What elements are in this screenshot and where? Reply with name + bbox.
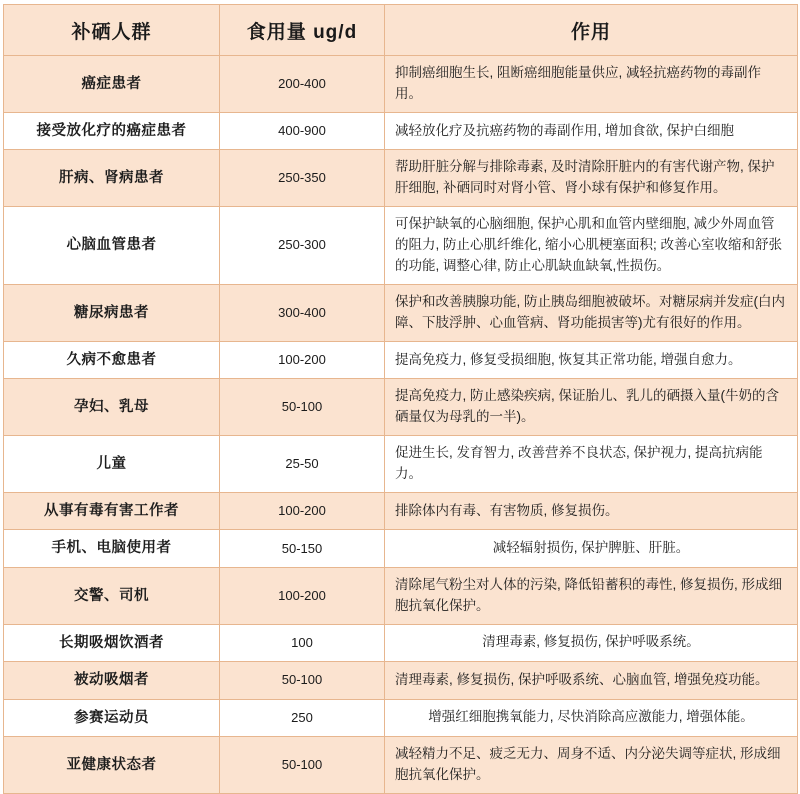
cell-group: 心脑血管患者: [4, 207, 220, 285]
cell-group: 从事有毒有害工作者: [4, 492, 220, 529]
table-row: [4, 379, 798, 436]
cell-dose: 100-200: [220, 567, 385, 624]
cell-dose: 100-200: [220, 492, 385, 529]
table-row: [4, 699, 798, 736]
cell-dose: 25-50: [220, 436, 385, 493]
cell-dose: 50-100: [220, 379, 385, 436]
cell-group: 孕妇、乳母: [4, 379, 220, 436]
cell-group: 肝病、肾病患者: [4, 150, 220, 207]
cell-effect: 抑制癌细胞生长, 阻断癌细胞能量供应, 减轻抗癌药物的毒副作用。: [385, 56, 798, 113]
cell-effect: 减轻精力不足、疲乏无力、周身不适、内分泌失调等症状, 形成细胞抗氧化保护。: [385, 737, 798, 794]
cell-dose: 100: [220, 624, 385, 661]
cell-effect: 帮助肝脏分解与排除毒素, 及时清除肝脏内的有害代谢产物, 保护肝细胞, 补硒同时对肾小管、肾小球有保护和修复作用。: [385, 150, 798, 207]
table-header-row: [4, 5, 798, 56]
table-head: [4, 5, 798, 56]
table-row: [4, 341, 798, 378]
table-row: [4, 624, 798, 661]
cell-group: 接受放化疗的癌症患者: [4, 112, 220, 149]
selenium-intake-table: [3, 4, 798, 794]
column-header-effect: 作用: [385, 5, 798, 56]
table-row: [4, 530, 798, 567]
cell-effect: 可保护缺氧的心脑细胞, 保护心肌和血管内壁细胞, 减少外周血管的阻力, 防止心肌纤维化, 缩小心肌梗塞面积; 改善心室收缩和舒张的功能, 调整心律, 防止心肌缺血缺氧,性损伤。: [385, 207, 798, 285]
cell-dose: 400-900: [220, 112, 385, 149]
table-row: [4, 207, 798, 285]
table-row: [4, 492, 798, 529]
cell-effect: 清理毒素, 修复损伤, 保护呼吸系统、心脑血管, 增强免疫功能。: [385, 662, 798, 699]
cell-effect: 增强红细胞携氧能力, 尽快消除高应激能力, 增强体能。: [385, 699, 798, 736]
column-header-group: 补硒人群: [4, 5, 220, 56]
cell-dose: 250: [220, 699, 385, 736]
cell-group: 久病不愈患者: [4, 341, 220, 378]
cell-dose: 100-200: [220, 341, 385, 378]
cell-dose: 50-100: [220, 737, 385, 794]
cell-dose: 50-150: [220, 530, 385, 567]
table-row: [4, 662, 798, 699]
table-row: [4, 56, 798, 113]
cell-effect: 减轻放化疗及抗癌药物的毒副作用, 增加食欲, 保护白细胞: [385, 112, 798, 149]
cell-group: 糖尿病患者: [4, 284, 220, 341]
cell-effect: 促进生长, 发育智力, 改善营养不良状态, 保护视力, 提高抗病能力。: [385, 436, 798, 493]
cell-group: 儿童: [4, 436, 220, 493]
table-row: [4, 150, 798, 207]
cell-dose: 250-300: [220, 207, 385, 285]
table-row: [4, 567, 798, 624]
cell-effect: 减轻辐射损伤, 保护脾脏、肝脏。: [385, 530, 798, 567]
cell-group: 参赛运动员: [4, 699, 220, 736]
table-row: [4, 436, 798, 493]
table-row: [4, 737, 798, 794]
table-body: [4, 56, 798, 794]
table-row: [4, 112, 798, 149]
cell-dose: 50-100: [220, 662, 385, 699]
cell-group: 手机、电脑使用者: [4, 530, 220, 567]
cell-group: 长期吸烟饮酒者: [4, 624, 220, 661]
cell-dose: 200-400: [220, 56, 385, 113]
cell-effect: 清理毒素, 修复损伤, 保护呼吸系统。: [385, 624, 798, 661]
cell-group: 亚健康状态者: [4, 737, 220, 794]
column-header-dose: 食用量 ug/d: [220, 5, 385, 56]
table-row: [4, 284, 798, 341]
cell-dose: 250-350: [220, 150, 385, 207]
cell-effect: 保护和改善胰腺功能, 防止胰岛细胞被破坏。对糖尿病并发症(白内障、下肢浮肿、心血管病、肾功能损害等)尤有很好的作用。: [385, 284, 798, 341]
cell-effect: 提高免疫力, 防止感染疾病, 保证胎儿、乳儿的硒摄入量(牛奶的含硒量仅为母乳的一半)。: [385, 379, 798, 436]
cell-effect: 排除体内有毒、有害物质, 修复损伤。: [385, 492, 798, 529]
cell-effect: 清除尾气粉尘对人体的污染, 降低铅蓄积的毒性, 修复损伤, 形成细胞抗氧化保护。: [385, 567, 798, 624]
cell-group: 癌症患者: [4, 56, 220, 113]
cell-group: 交警、司机: [4, 567, 220, 624]
cell-effect: 提高免疫力, 修复受损细胞, 恢复其正常功能, 增强自愈力。: [385, 341, 798, 378]
cell-dose: 300-400: [220, 284, 385, 341]
cell-group: 被动吸烟者: [4, 662, 220, 699]
